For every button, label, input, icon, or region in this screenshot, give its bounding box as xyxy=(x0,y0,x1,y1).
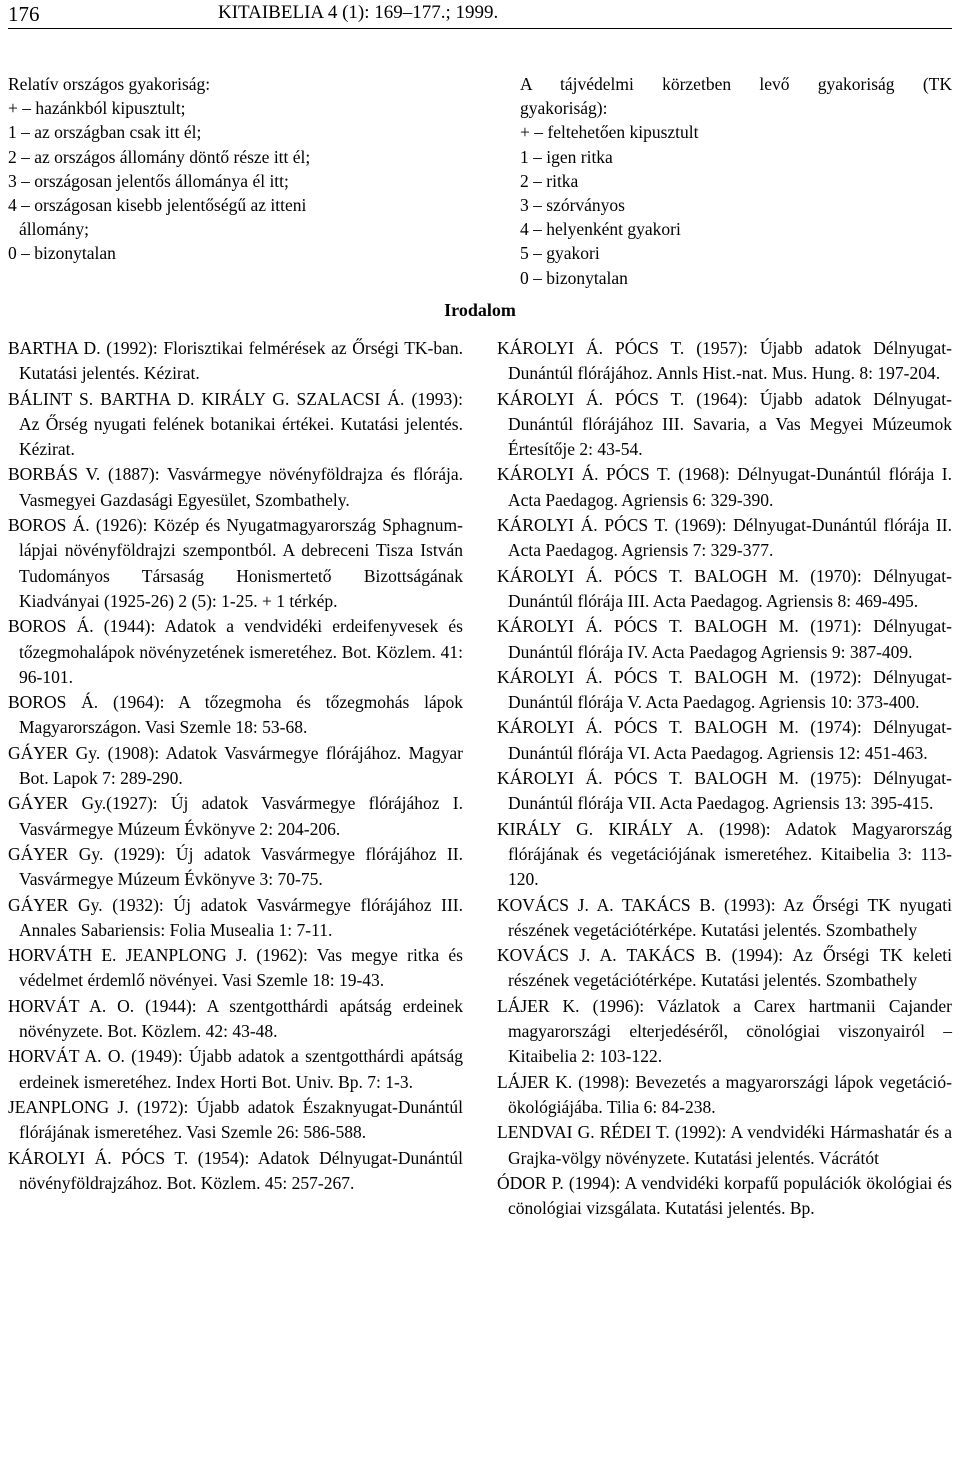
reference-entry: KÁROLYI Á. PÓCS T. (1957): Újabb adatok Délnyugat-Dunántúl flórájához. Annls Hist.-nat. Mus. Hung. 8: 197-204. xyxy=(497,338,952,384)
reference-entry: GÁYER Gy. (1932): Új adatok Vasvármegye flórájához III. Annales Sabariensis: Folia Musealia 1: 7-11. xyxy=(8,894,463,940)
reference-entry: KÁROLYI Á. PÓCS T. BALOGH M. (1974): Délnyugat-Dunántúl flórája VI. Acta Paedagog. Agriensis 12: 451-463. xyxy=(497,717,952,763)
reference-entry: LÁJER K. (1996): Vázlatok a Carex hartmanii Cajander magyarországi elterjedéséről, cönológiai viszonyairól – Kitaibelia 2: 103-122. xyxy=(497,995,952,1067)
reference-entry: KOVÁCS J. A. TAKÁCS B. (1994): Az Őrségi TK keleti részének vegetációtérképe. Kutatási jelentés. Szombathely xyxy=(497,945,952,991)
reference-entry: BÁLINT S. BARTHA D. KIRÁLY G. SZALACSI Á. (1993): Az Őrség nyugati felének botanikai értékei. Kutatási jelentés. Kézirat. xyxy=(8,388,463,460)
legend-item: 0 – bizonytalan xyxy=(8,243,116,264)
references-left-column xyxy=(8,336,463,1196)
legend-tk-frequency xyxy=(520,72,952,290)
page-number: 176 xyxy=(8,2,40,26)
reference-entry: BORBÁS V. (1887): Vasvármegye növényföldrajza és flórája. Vasmegyei Gazdasági Egyesület, Szombathely. xyxy=(8,464,463,510)
legend-item: 2 – ritka xyxy=(520,170,579,191)
reference-entry: KÁROLYI Á. PÓCS T. BALOGH M. (1971): Délnyugat-Dunántúl flórája IV. Acta Paedagog Agriensis 9: 387-409. xyxy=(497,616,952,662)
reference-entry: BARTHA D. (1992): Florisztikai felmérések az Őrségi TK-ban. Kutatási jelentés. Kézirat. xyxy=(8,338,463,384)
legend-item: 3 – országosan jelentős állománya él itt; xyxy=(8,170,289,191)
reference-entry: HORVÁTH E. JEANPLONG J. (1962): Vas megye ritka és védelmet érdemlő növényei. Vasi Szemle 18: 19-43. xyxy=(8,945,463,991)
reference-entry: GÁYER Gy.(1927): Új adatok Vasvármegye flórájához I. Vasvármegye Múzeum Évkönyve 2: 204-206. xyxy=(8,793,463,839)
reference-entry: HORVÁT A. O. (1944): A szentgotthárdi apátság erdeinek növényzete. Bot. Közlem. 42: 43-48. xyxy=(8,995,463,1042)
legend-national-frequency xyxy=(8,72,468,266)
reference-entry: KIRÁLY G. KIRÁLY A. (1998): Adatok Magyarország flórájának és vegetációjának ismeretéhez. Kitaibelia 3: 113-120. xyxy=(497,818,952,890)
header-rule xyxy=(8,28,952,29)
reference-entry: KÁROLYI Á. PÓCS T. BALOGH M. (1972): Délnyugat-Dunántúl flórája V. Acta Paedagog. Agriensis 10: 373-400. xyxy=(497,666,952,713)
reference-entry: KÁROLYI Á. PÓCS T. (1969): Délnyugat-Dunántúl flórája II. Acta Paedagog. Agriensis 7: 329-377. xyxy=(497,515,952,561)
reference-entry: GÁYER Gy. (1929): Új adatok Vasvármegye flórájához II. Vasvármegye Múzeum Évkönyve 3: 70-75. xyxy=(8,843,463,890)
page-header xyxy=(8,0,952,30)
legend-title: Relatív országos gyakoriság: xyxy=(8,74,211,94)
legend-item: 1 – igen ritka xyxy=(520,146,613,167)
reference-entry: KÁROLYI Á. PÓCS T. (1964): Újabb adatok Délnyugat-Dunántúl flórájához III. Savaria, a Vas Megyei Múzeumok Értesítője 2: 43-54. xyxy=(497,388,952,460)
legend-item: 5 – gyakori xyxy=(520,243,600,264)
reference-entry: JEANPLONG J. (1972): Újabb adatok Északnyugat-Dunántúl flórájának ismeretéhez. Vasi Szemle 26: 586-588. xyxy=(8,1096,463,1143)
reference-entry: KÁROLYI Á. PÓCS T. (1954): Adatok Délnyugat-Dunántúl növényföldrajzához. Bot. Közlem. 45: 257-267. xyxy=(8,1147,463,1193)
legend-item: 4 – helyenként gyakori xyxy=(520,219,681,240)
legend-item: 4 – országosan kisebb jelentőségű az itteni xyxy=(8,195,307,216)
reference-entry: KÁROLYI Á. PÓCS T. BALOGH M. (1970): Délnyugat-Dunántúl flórája III. Acta Paedagog. Agriensis 8: 469-495. xyxy=(497,565,952,611)
section-title: Irodalom xyxy=(444,300,516,320)
reference-entry: BOROS Á. (1964): A tőzegmoha és tőzegmohás lápok Magyarországon. Vasi Szemle 18: 53-68. xyxy=(8,692,463,738)
journal-citation: KITAIBELIA 4 (1): 169–177.; 1999. xyxy=(218,2,499,23)
reference-entry: GÁYER Gy. (1908): Adatok Vasvármegye flórájához. Magyar Bot. Lapok 7: 289-290. xyxy=(8,742,463,789)
reference-entry: BOROS Á. (1926): Közép és Nyugatmagyarország Sphagnum-lápjai növényföldrajzi szempontból. A debreceni Tisza István Tudományos Társaság Honismertető Bizottságának Kiadványai (1925-26) 2 (5): 1-25. + 1 térkép. xyxy=(8,515,463,611)
reference-entry: KÁROLYI Á. PÓCS T. (1968): Délnyugat-Dunántúl flórája I. Acta Paedagog. Agriensis 6: 329-390. xyxy=(497,464,952,510)
legend-item: 1 – az országban csak itt él; xyxy=(8,122,202,143)
reference-entry: LENDVAI G. RÉDEI T. (1992): A vendvidéki Hármashatár és a Grajka-völgy növényzete. Kutatási jelentés. Vácrátót xyxy=(497,1122,952,1168)
references-right-column xyxy=(497,336,952,1221)
legend-title: A tájvédelmi körzetben levő gyakoriság (TK xyxy=(520,74,952,94)
legend-item: 3 – szórványos xyxy=(520,195,625,216)
reference-entry: KÁROLYI Á. PÓCS T. BALOGH M. (1975): Délnyugat-Dunántúl flórája VII. Acta Paedagog. Agriensis 13: 395-415. xyxy=(497,768,952,814)
reference-entry: LÁJER K. (1998): Bevezetés a magyarországi lápok vegetáció-ökológiájába. Tilia 6: 84-238. xyxy=(497,1071,952,1117)
reference-entry: KOVÁCS J. A. TAKÁCS B. (1993): Az Őrségi TK nyugati részének vegetációtérképe. Kutatási jelentés. Szombathely xyxy=(497,894,952,940)
legend-item: állomány; xyxy=(19,219,89,240)
reference-entry: BOROS Á. (1944): Adatok a vendvidéki erdeifenyvesek és tőzegmohalápok növényzetének ismeretéhez. Bot. Közlem. 41: 96-101. xyxy=(8,616,463,687)
reference-entry: HORVÁT A. O. (1949): Újabb adatok a szentgotthárdi apátság erdeinek ismeretéhez. Index Horti Bot. Univ. Bp. 7: 1-3. xyxy=(8,1046,463,1092)
legend-title-cont: gyakoriság): xyxy=(520,98,608,119)
legend-item: 0 – bizonytalan xyxy=(520,267,628,288)
legend-item: + – hazánkból kipusztult; xyxy=(8,98,186,119)
legend-item: 2 – az országos állomány döntő része itt él; xyxy=(8,146,311,167)
reference-entry: ÓDOR P. (1994): A vendvidéki korpafű populációk ökológiai és cönológiai vizsgálata. Kutatási jelentés. Bp. xyxy=(497,1172,952,1219)
legend-item: + – feltehetően kipusztult xyxy=(520,122,699,143)
